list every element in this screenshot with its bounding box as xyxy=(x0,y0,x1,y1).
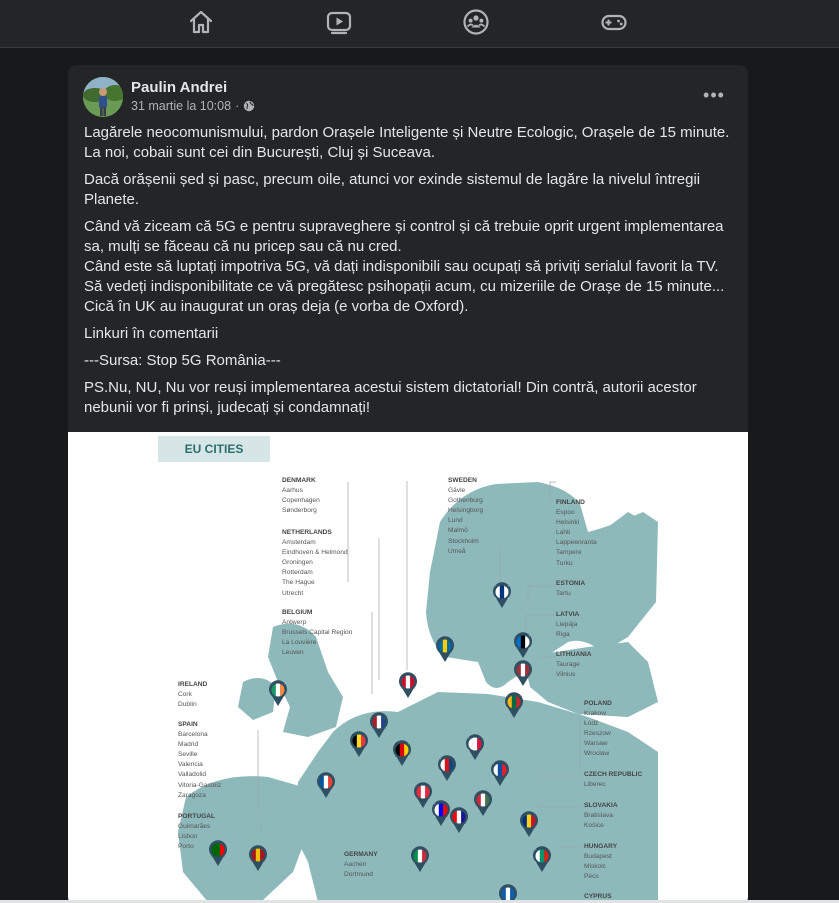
avatar[interactable] xyxy=(83,77,123,117)
map-country-label xyxy=(556,498,597,569)
map-country-name: SLOVAKIA xyxy=(584,802,618,809)
map-country-name: FINLAND xyxy=(556,499,585,506)
map-city-name: Utrecht xyxy=(282,589,304,597)
post-paragraph: Dacă orășenii șed și pasc, precum oile, atunci vor exinde sistemul de lagăre la nivelul întregii Planete. xyxy=(84,171,701,208)
map-country-label xyxy=(344,850,378,880)
map-city-name: Seville xyxy=(178,751,198,759)
post-paragraph: PS.Nu, NU, Nu vor reuși implementarea acestui sistem dictatorial! Din contră, autorii acestor nebunii vor fi prinși, judecați și condamnați! xyxy=(84,379,697,416)
denmark-flag-pin xyxy=(399,672,417,698)
map-city-name: Cork xyxy=(178,691,192,699)
groups-button[interactable] xyxy=(451,4,501,40)
map-country-label xyxy=(584,699,612,760)
map-city-name: La Louvière xyxy=(282,639,317,647)
map-city-name: Barcelona xyxy=(178,731,208,739)
post-body xyxy=(84,123,734,425)
map-city-name: Brussels Capital Region xyxy=(282,629,353,637)
map-city-name: The Hague xyxy=(282,579,315,587)
map-city-name: Gothenburg xyxy=(448,497,483,505)
gaming-button[interactable] xyxy=(589,4,639,40)
map-country-name: ESTONIA xyxy=(556,580,586,587)
map-city-name: Dublin xyxy=(178,701,197,709)
map-city-name: Rzeszow xyxy=(584,730,611,738)
map-country-name: POLAND xyxy=(584,700,612,707)
post-card xyxy=(68,65,748,903)
map-city-name: Košice xyxy=(584,822,604,830)
sweden-flag-pin xyxy=(436,636,454,662)
map-city-name: Gävle xyxy=(448,487,466,495)
map-city-name: Tampere xyxy=(556,549,582,557)
map-country-name: GERMANY xyxy=(344,851,378,858)
map-city-name: Copenhagen xyxy=(282,497,320,505)
gaming-icon xyxy=(600,8,628,36)
home-icon xyxy=(187,8,215,36)
map-city-name: Budapest xyxy=(584,853,612,861)
map-country-name: HUNGARY xyxy=(584,843,618,850)
map-country-label xyxy=(556,579,585,599)
map-country-label xyxy=(178,680,207,710)
profile-photo xyxy=(83,77,123,117)
map-city-name: Eindhoven & Helmond xyxy=(282,549,348,557)
map-country-label xyxy=(556,610,579,640)
map-country-label xyxy=(282,528,348,599)
post-paragraph: ---Sursa: Stop 5G România--- xyxy=(84,352,281,369)
map-country-name: CYPRUS xyxy=(584,893,612,900)
map-city-name: Madrid xyxy=(178,741,199,749)
map-city-name: Aachen xyxy=(344,861,367,869)
map-country-name: NETHERLANDS xyxy=(282,529,332,536)
map-city-name: Umeå xyxy=(448,547,466,555)
post-paragraph: Linkuri în comentarii xyxy=(84,325,219,342)
map-country-name: LATVIA xyxy=(556,611,580,618)
map-country-name: BELGIUM xyxy=(282,609,313,616)
map-city-name: Lappeenranta xyxy=(556,539,597,547)
map-city-name: Helsingborg xyxy=(448,507,484,515)
map-city-name: Bratislava xyxy=(584,812,613,820)
map-city-name: Lund xyxy=(448,517,463,525)
author-name[interactable]: Paulin Andrei xyxy=(131,79,228,96)
more-options-button[interactable]: ••• xyxy=(703,84,725,105)
map-country-label xyxy=(282,476,320,516)
post-paragraph: Lagărele neocomunismului, pardon Orașele Inteligente și Neutre Ecologic, Orașele de 15 minute. La noi, cobaii sunt cei din București, Cluj și Suceava. xyxy=(84,124,730,161)
map-tag: EU CITIES xyxy=(158,436,270,462)
map-city-name: Lisbon xyxy=(178,833,198,841)
map-city-name: Tartu xyxy=(556,590,571,598)
map-city-name: Amsterdam xyxy=(282,539,316,547)
map-city-name: Aarhus xyxy=(282,487,303,495)
groups-icon xyxy=(462,8,490,36)
map-city-name: Lahti xyxy=(556,529,571,537)
globe-icon xyxy=(243,100,255,112)
map-city-name: Krakow xyxy=(584,710,606,718)
map-city-name: Groningen xyxy=(282,559,313,567)
watch-icon xyxy=(325,8,353,36)
map-country-label xyxy=(556,650,592,680)
meta-separator: · xyxy=(235,99,240,113)
map-country-label xyxy=(584,842,617,882)
map-city-name: Pécs xyxy=(584,873,599,881)
map-city-name: Warsaw xyxy=(584,740,608,748)
map-city-name: Valencia xyxy=(178,761,203,769)
map-city-name: Valladolid xyxy=(178,771,207,779)
map-city-name: Zaragoza xyxy=(178,791,206,799)
map-city-name: Malmö xyxy=(448,527,468,535)
map-country-name: CZECH REPUBLIC xyxy=(584,771,643,778)
europe-map xyxy=(68,432,748,902)
map-city-name: Guimarães xyxy=(178,823,211,831)
post-meta xyxy=(131,99,255,113)
map-city-name: Turku xyxy=(556,559,573,567)
map-country-label xyxy=(448,476,483,557)
map-country-name: LITHUANIA xyxy=(556,651,592,658)
map-city-name: Riga xyxy=(556,631,570,639)
map-country-label xyxy=(178,812,215,852)
top-navigation xyxy=(0,0,839,48)
watch-button[interactable] xyxy=(314,4,364,40)
map-city-name: Rotterdam xyxy=(282,569,313,577)
map-country-name: SPAIN xyxy=(178,721,198,728)
map-city-name: Sønderborg xyxy=(282,507,317,515)
map-city-name: Liberec xyxy=(584,781,606,789)
map-country-label xyxy=(584,801,618,831)
home-button[interactable] xyxy=(176,4,226,40)
post-date[interactable]: 31 martie la 10:08 xyxy=(131,99,232,113)
map-city-name: Leuven xyxy=(282,649,304,657)
map-city-name: Wrocław xyxy=(584,750,610,758)
map-city-name: Vitoria-Gasteiz xyxy=(178,781,222,789)
map-city-name: Antwerp xyxy=(282,619,307,627)
map-country-name: IRELAND xyxy=(178,681,208,688)
map-city-name: Vilnius xyxy=(556,671,576,679)
post-image[interactable] xyxy=(68,432,748,902)
map-country-name: DENMARK xyxy=(282,477,316,484)
map-city-name: Porto xyxy=(178,843,194,851)
map-city-name: Miskolc xyxy=(584,863,606,871)
map-city-name: Taurage xyxy=(556,661,580,669)
map-city-name: Łódź xyxy=(584,720,599,728)
map-city-name: Espoo xyxy=(556,509,575,517)
post-paragraph: Când vă ziceam că 5G e pentru supraveghere și control și că trebuie oprit urgent implementarea sa, mulți se făceau că nu pricep sau că nu cred. Când este să luptați impotriva 5G, vă dați indisponibili sau ocupați să priviți serialul favorit la TV. Să vedeți indisponibilitate ce vă pregătesc psihopații acum, cu mizeriile de Orașe de 15 minute... Cică în UK au inaugurat un oraș deja (e vorba de Oxford). xyxy=(84,218,725,315)
map-country-name: SWEDEN xyxy=(448,477,477,484)
map-country-label xyxy=(178,720,221,801)
map-city-name: Liepāja xyxy=(556,621,578,629)
map-country-name: PORTUGAL xyxy=(178,813,215,820)
map-country-label xyxy=(282,608,352,658)
map-city-name: Dortmund xyxy=(344,871,373,879)
map-city-name: Helsinki xyxy=(556,519,580,527)
map-country-label xyxy=(584,770,642,790)
map-city-name: Stockholm xyxy=(448,537,479,545)
